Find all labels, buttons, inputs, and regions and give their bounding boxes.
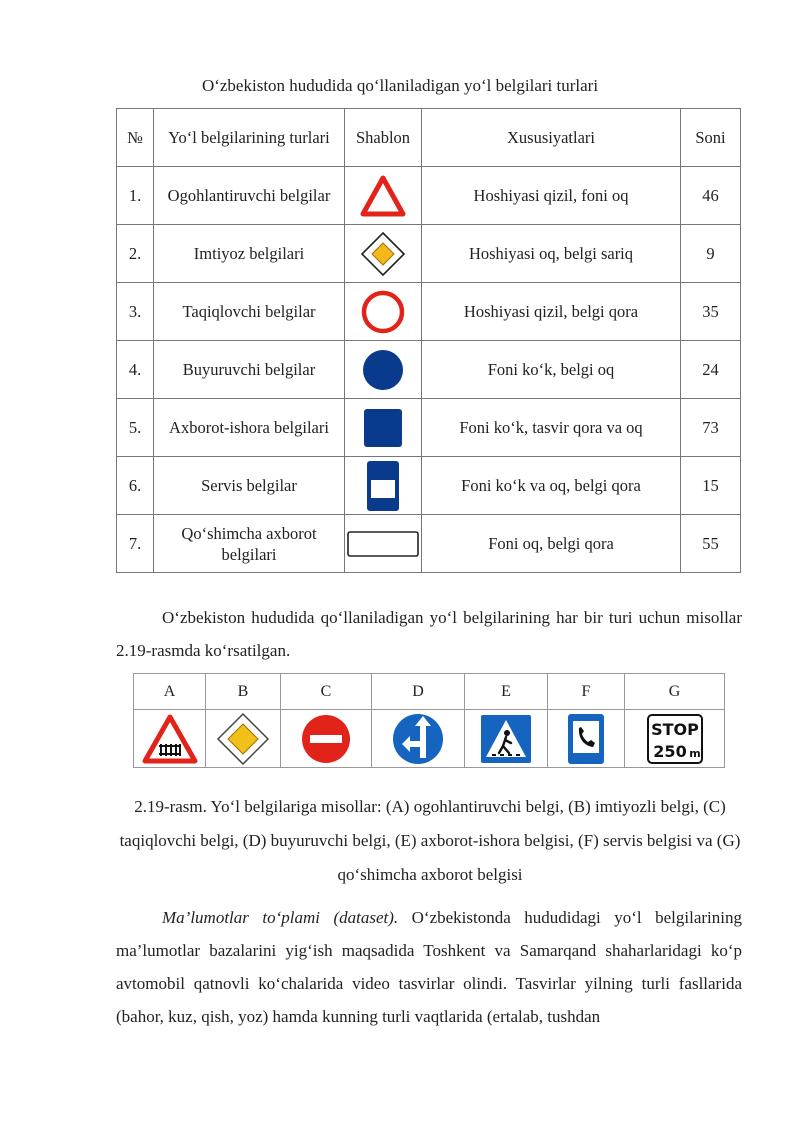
row-count: 9 xyxy=(681,225,741,283)
row-number: 4. xyxy=(117,341,154,399)
intro-text: O‘zbekiston hududida qo‘llaniladigan yo‘l belgilarining har bir turi uchun misollar 2.19-rasmda ko‘rsatilgan. xyxy=(116,608,742,660)
header-properties: Xususiyatlari xyxy=(422,109,681,167)
header-count: Soni xyxy=(681,109,741,167)
prohibition-circle-icon xyxy=(360,289,406,335)
row-type: Qo‘shimcha axborot belgilari xyxy=(154,515,345,573)
priority-diamond-icon xyxy=(360,231,406,277)
row-number: 1. xyxy=(117,167,154,225)
additional-plate-icon xyxy=(346,529,420,559)
table-row xyxy=(117,457,741,515)
intro-paragraph xyxy=(116,601,742,667)
telephone-icon xyxy=(566,712,606,766)
row-type: Ogohlantiruvchi belgilar xyxy=(154,167,345,225)
row-properties: Hoshiyasi qizil, foni oq xyxy=(422,167,681,225)
example-letter: D xyxy=(372,674,465,710)
dataset-text: O‘zbekistonda hududidagi yo‘l belgilarining ma’lumotlar bazalarini yig‘ish maqsadida Toshkent va Samarqand shaharlaridagi ko‘p avtomobil qatnovli ko‘chalarida video tasvirlar olindi. Tasvirlar yilning turli fasllarida (bahor, kuz, qish, yoz) hamda kunning turli vaqtlarida (ertalab, tushdan xyxy=(116,908,742,1026)
row-type: Buyuruvchi belgilar xyxy=(154,341,345,399)
stop-plate-distance: 250 xyxy=(652,741,687,761)
row-properties: Foni ko‘k, tasvir qora va oq xyxy=(422,399,681,457)
table-title: O‘zbekiston hududida qo‘llaniladigan yo‘l belgilari turlari xyxy=(201,76,599,95)
row-count: 55 xyxy=(681,515,741,573)
stop-plate-word: STOP xyxy=(650,719,699,739)
example-letter: G xyxy=(625,674,725,710)
table-row xyxy=(117,167,741,225)
figure-caption: 2.19-rasm. Yo‘l belgilariga misollar: (A) ogohlantiruvchi belgi, (B) imtiyozli belgi, (C) taqiqlovchi belgi, (D) buyuruvchi belgi, (E) axborot-ishora belgisi, (F) servis belgisi va (G) qo‘shimcha axborot belgisi xyxy=(119,797,741,884)
header-template: Shablon xyxy=(345,109,422,167)
table-row xyxy=(117,341,741,399)
table-row xyxy=(117,225,741,283)
row-number: 3. xyxy=(117,283,154,341)
main-road-icon xyxy=(215,712,271,766)
dataset-heading: Ma’lumotlar to‘plami (dataset). xyxy=(162,908,399,927)
dataset-paragraph xyxy=(116,901,742,1033)
row-properties: Hoshiyasi oq, belgi sariq xyxy=(422,225,681,283)
row-type: Imtiyoz belgilari xyxy=(154,225,345,283)
row-properties: Foni ko‘k, belgi oq xyxy=(422,341,681,399)
row-properties: Foni oq, belgi qora xyxy=(422,515,681,573)
row-count: 73 xyxy=(681,399,741,457)
row-number: 6. xyxy=(117,457,154,515)
example-letter: C xyxy=(281,674,372,710)
no-entry-icon xyxy=(298,712,354,766)
example-letter: A xyxy=(134,674,206,710)
service-rectangle-icon xyxy=(360,459,406,513)
header-type: Yo‘l belgilarining turlari xyxy=(154,109,345,167)
table-row xyxy=(117,399,741,457)
information-square-icon xyxy=(360,405,406,451)
row-count: 24 xyxy=(681,341,741,399)
row-type: Axborot-ishora belgilari xyxy=(154,399,345,457)
stop-250m-plate-icon xyxy=(646,713,704,765)
railway-crossing-warning-icon xyxy=(142,714,198,764)
stop-plate-unit: m xyxy=(688,746,701,760)
row-type: Servis belgilar xyxy=(154,457,345,515)
example-letter: B xyxy=(206,674,281,710)
row-properties: Foni ko‘k va oq, belgi qora xyxy=(422,457,681,515)
sign-types-table xyxy=(116,108,741,573)
example-letter: E xyxy=(465,674,548,710)
examples-figure xyxy=(133,673,725,768)
row-type: Taqiqlovchi belgilar xyxy=(154,283,345,341)
row-properties: Hoshiyasi qizil, belgi qora xyxy=(422,283,681,341)
example-letter: F xyxy=(548,674,625,710)
table-header-row xyxy=(117,109,741,167)
mandatory-circle-icon xyxy=(360,347,406,393)
table-row xyxy=(117,283,741,341)
row-number: 2. xyxy=(117,225,154,283)
pedestrian-crossing-icon xyxy=(479,713,533,765)
examples-letter-row xyxy=(134,674,725,710)
header-number: № xyxy=(117,109,154,167)
warning-triangle-icon xyxy=(360,175,406,217)
row-count: 35 xyxy=(681,283,741,341)
examples-sign-row xyxy=(134,710,725,768)
row-number: 7. xyxy=(117,515,154,573)
row-number: 5. xyxy=(117,399,154,457)
row-count: 46 xyxy=(681,167,741,225)
straight-or-left-icon xyxy=(390,712,446,766)
table-row xyxy=(117,515,741,573)
row-count: 15 xyxy=(681,457,741,515)
